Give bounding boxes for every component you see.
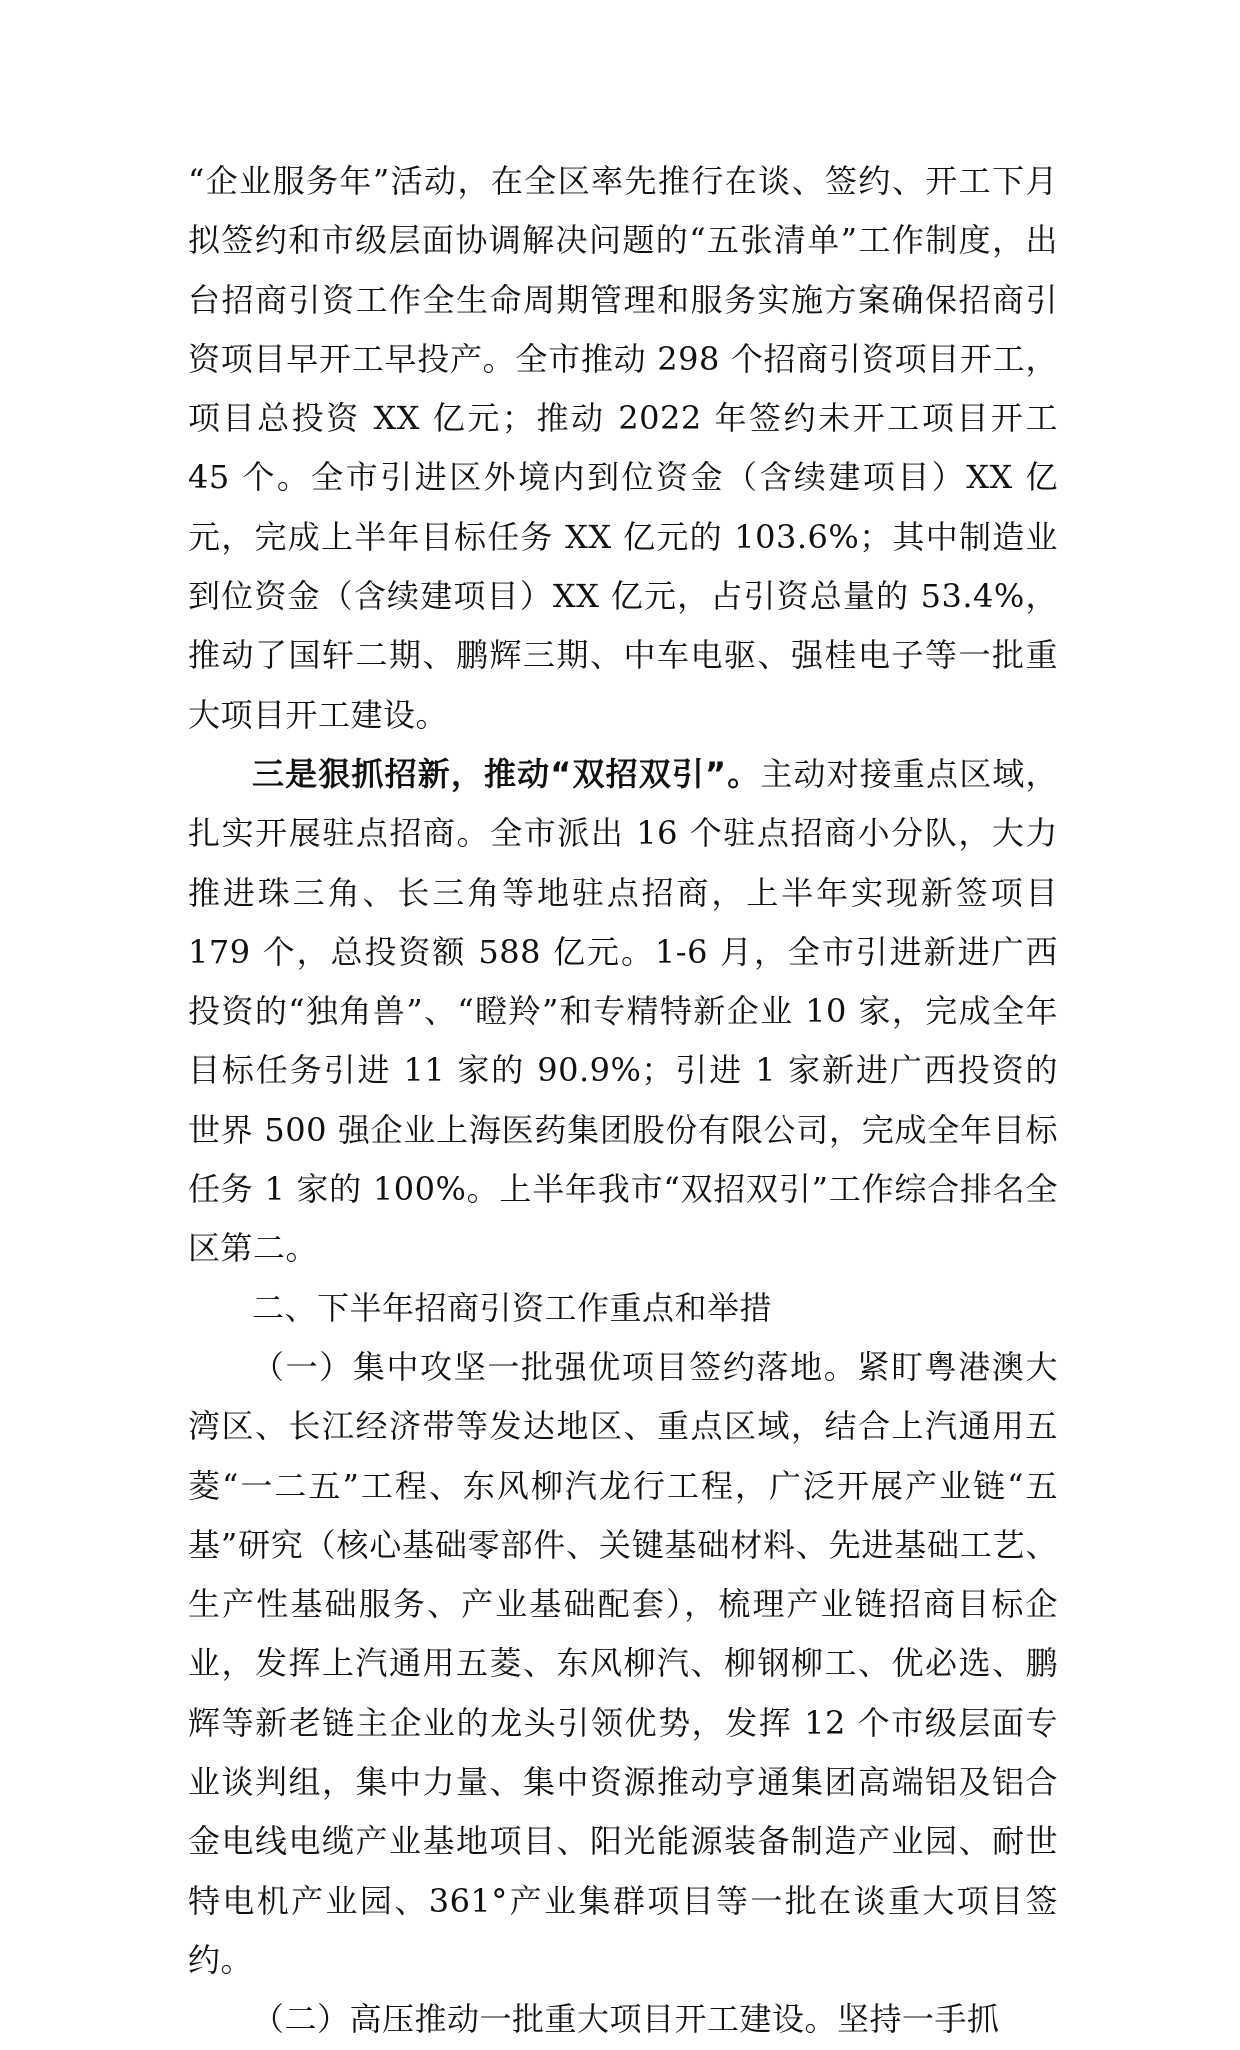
document-body xyxy=(188,152,1058,2050)
paragraph-double-recruitment xyxy=(188,745,1058,1279)
paragraph-text: （二）高压推动一批重大项目开工建设。坚持一手抓 xyxy=(252,2000,1000,2039)
paragraph-strong-projects xyxy=(188,1338,1058,1990)
paragraph-text: “企业服务年”活动，在全区率先推行在谈、签约、开工下月拟签约和市级层面协调解决问题的“五张清单”工作制度，出台招商引资工作全生命周期管理和服务实施方案确保招商引资项目早开工早投产。全市推动 298 个招商引资项目开工，项目总投资 XX 亿元；推动 2022 年签约未开工项目开工 45 个。全市引进区外境内到位资金（含续建项目）XX 亿元，完成上半年目标任务 XX 亿元的 103.6%；其中制造业到位资金（含续建项目）XX 亿元，占引资总量的 53.4%，推动了国轩二期、鹏辉三期、中车电驱、强桂电子等一批重大项目开工建设。 xyxy=(188,162,1058,734)
paragraph-text: 主动对接重点区域，扎实开展驻点招商。全市派出 16 个驻点招商小分队，大力推进珠三角、长三角等地驻点招商，上半年实现新签项目 179 个，总投资额 588 亿元。1-6 月，全市引进新进广西投资的“独角兽”、“瞪羚”和专精特新企业 10 家，完成全年目标任务引进 11 家的 90.9%；引进 1 家新进广西投资的世界 500 强企业上海医药集团股份有限公司，完成全年目标任务 1 家的 100%。上半年我市“双招双引”工作综合排名全区第二。 xyxy=(188,754,1058,1268)
section-heading xyxy=(188,1279,1058,1338)
section-heading-text: 二、下半年招商引资工作重点和举措 xyxy=(252,1288,773,1327)
paragraph-bold-lead: 三是狠抓招新，推动“双招双引”。 xyxy=(252,754,761,793)
paragraph-enterprise-service xyxy=(188,152,1058,745)
paragraph-text: （一）集中攻坚一批强优项目签约落地。紧盯粤港澳大湾区、长江经济带等发达地区、重点区域，结合上汽通用五菱“一二五”工程、东风柳汽龙行工程，广泛开展产业链“五基”研究（核心基础零部件、关键基础材料、先进基础工艺、生产性基础服务、产业基础配套），梳理产业链招商目标企业，发挥上汽通用五菱、东风柳汽、柳钢柳工、优必选、鹏辉等新老链主企业的龙头引领优势，发挥 12 个市级层面专业谈判组，集中力量、集中资源推动亨通集团高端铝及铝合金电线电缆产业基地项目、阳光能源装备制造产业园、耐世特电机产业园、361°产业集群项目等一批在谈重大项目签约。 xyxy=(188,1347,1058,1979)
paragraph-major-projects xyxy=(188,1990,1058,2049)
